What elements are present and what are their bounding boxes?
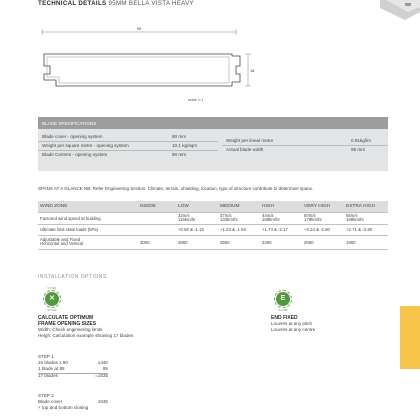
table-cell: 44m/s 158km/hr (260, 212, 302, 224)
wind-zone-table (38, 201, 388, 250)
column-header: VERY HIGH (302, 201, 344, 212)
close-x-icon: ✕ (45, 292, 59, 306)
badge-bottom-text: SCORE (278, 309, 288, 312)
spec-value: 90 mm (172, 152, 187, 157)
table-cell: 2050 (302, 235, 344, 249)
spec-label: Weight per lineal metre (226, 138, 274, 143)
calc-left: 17 blades (38, 372, 58, 378)
table-cell: 2550 (218, 235, 260, 249)
calc-right: 1440 (97, 360, 108, 366)
spec-label: Blade Centres - opening system (42, 152, 108, 157)
option-text: Louvres at any centre (271, 327, 316, 332)
title-rest: 95MM BELLA VISTA HEAVY (106, 0, 194, 7)
table-cell: Factored wind speed at building (38, 212, 138, 224)
title-bold: TECHNICAL DETAILS (38, 0, 107, 7)
badge-top-text: 5 STAR (47, 287, 57, 290)
table-cell: 2800 (176, 235, 218, 249)
calc-left: 16 blades x 90 (38, 360, 68, 366)
section-tab (400, 306, 420, 369)
column-header: MEDIUM (218, 201, 260, 212)
table-row (38, 235, 388, 249)
table-cell: 32m/s 115km/hr (176, 212, 218, 224)
specs-body (38, 129, 388, 171)
table-cell: +1.74 & -2.17 (260, 224, 302, 235)
calc-right: 1535 (97, 399, 108, 405)
table-cell (138, 224, 176, 235)
right-option-block (271, 315, 315, 333)
spec-value: 0.91kg/lm (351, 138, 371, 143)
table-cell: 2250 (260, 235, 302, 249)
badge-bottom-text: SCORE (47, 309, 57, 312)
width-dimension-label: 95 (136, 27, 142, 31)
calc-left: + top and bottom closing (38, 405, 89, 411)
blade-specifications (38, 117, 388, 171)
spec-label: Actual blade width (226, 147, 264, 152)
table-cell: +2.71 & -3.39 (344, 224, 388, 235)
spec-value: 10.1 kg/sqm (172, 143, 198, 148)
option-heading: FRAME OPENING SIZES (38, 321, 97, 327)
table-cell: Ultimate limit state loads (kPa) (38, 224, 138, 235)
left-option-block (38, 315, 133, 339)
table-cell: +2.24 & -2.80 (302, 224, 344, 235)
calc-line (38, 366, 108, 372)
table-cell: Adjustable and Fixed Horizontal and Vertical (38, 235, 138, 249)
column-header: HIGH (260, 201, 302, 212)
calc-left: 1 blade at 95 (38, 366, 65, 372)
column-header: EXTRA HIGH (344, 201, 388, 212)
spec-value: 90 mm (172, 134, 187, 139)
calc-line (38, 373, 108, 379)
table-row (38, 224, 388, 235)
calc-right: 95 (102, 366, 108, 372)
height-dimension-label: 18 (250, 69, 255, 73)
option-text: Louvres at any pitch (271, 321, 313, 326)
step2-block (38, 393, 108, 412)
table-header-row (38, 201, 388, 212)
product-corner-image (350, 0, 420, 22)
leaf-icon: E (276, 292, 290, 306)
specs-heading: BLADE SPECIFICATIONS (38, 117, 388, 129)
spec-value: 95 mm (351, 147, 366, 152)
option-text: Heigh: Calculation example showing 17 blades (38, 333, 134, 338)
table-cell: 55m/s 198km/hr (344, 212, 388, 224)
blade-profile-drawing (36, 22, 286, 100)
spec-label: Blade cover - opening system (42, 134, 103, 139)
calc-left: Blade cover (38, 399, 63, 405)
spans-note: SPANS AT A GLANCE NB: Refer Engineering Section. Climate, terrain, shielding, location, type of structure contribute to determine spans. (38, 186, 314, 191)
table-cell: +1.23 & -1.53 (218, 224, 260, 235)
table-cell (138, 212, 176, 224)
step1-block (38, 354, 108, 379)
table-cell: 50m/s 179km/hr (302, 212, 344, 224)
table-row (38, 212, 388, 224)
option-text: Width: Check engineering limits (38, 327, 103, 332)
column-header: WIND ZONE (38, 201, 138, 212)
installation-heading: INSTALLATION OPTIONS (38, 274, 107, 280)
column-header: INSIDE (138, 201, 176, 212)
page-title (38, 0, 194, 7)
option-heading: CALCULATE OPTIMUM (38, 315, 94, 321)
spec-label: Weight per square metre - opening system (42, 143, 129, 148)
scale-label: scale 1:1 (188, 98, 204, 102)
calc-right: =1535 (95, 372, 108, 378)
step-label: STEP 1 (38, 354, 54, 359)
column-header: LOW (176, 201, 218, 212)
table-cell: 1900 (344, 235, 388, 249)
calc-line (38, 405, 108, 411)
table-cell: 3000 (138, 235, 176, 249)
option-heading: END FIXED (271, 315, 298, 321)
table-cell: +0.92 & -1.15 (176, 224, 218, 235)
step-label: STEP 2 (38, 393, 54, 398)
table-cell: 37m/s 133km/hr (218, 212, 260, 224)
